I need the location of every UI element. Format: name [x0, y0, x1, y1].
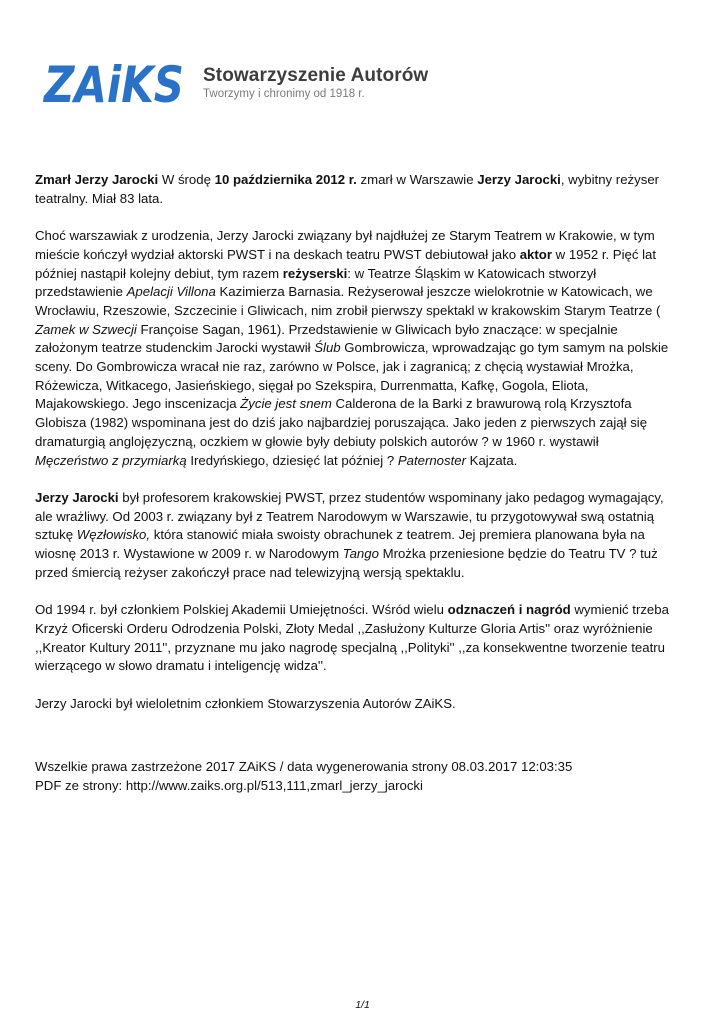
text-run: Jerzy Jarocki był wieloletnim członkiem Stowarzyszenia Autorów ZAiKS. [35, 695, 456, 711]
italic-title: Męczeństwo z przymiarką [35, 452, 187, 468]
header-logo [40, 56, 440, 112]
text-run: W środę [158, 172, 215, 187]
bold-text: Zmarł Jerzy Jarocki [35, 172, 159, 187]
page-number: 1/1 [355, 999, 370, 1011]
article-paragraph-4 [35, 601, 675, 676]
text-run: Choć warszawiak z urodzenia, Jerzy Jarocki związany był najdłużej ze Starym Teatrem w Krakowie, w tym mieście kończył wydział aktorski PWST i na deskach teatru PWST debiutował jako [35, 228, 655, 262]
org-tagline: Tworzymy i chronimy od 1918 r. [203, 88, 365, 100]
article-paragraph-1 [35, 171, 675, 208]
bold-text: aktor [519, 246, 552, 262]
zaiks-logo-text: ZAiKS [42, 56, 184, 114]
text-run: Gombrowicza, wprowadzając go tym samym na polskie sceny. Do Gombrowicza wracał nie raz, zarówno w Polsce, jak i zagranicą; z chęcią wystawiał Mrożka, Różewicza, Witkacego, Jasieńskiego, sięgał po Szekspira, Durrenmatta, Kafkę, Gogola, Eliota, Majakowskiego. Jego inscenizacja [35, 340, 669, 412]
italic-title: Zamek w Szwecji [35, 321, 137, 337]
text-run: Kazimierza Barnasia. Reżyserował jeszcze wielokrotnie w Katowicach, we Wrocławiu, Rzeszowie, Szczecinie i Gliwicach, nim zrobił pierwszy spektakl w krakowskim Starym Teatrze ( [35, 284, 661, 318]
italic-title: Życie jest snem [240, 396, 332, 412]
italic-title: Tango [342, 546, 379, 562]
text-run: : w Teatrze Śląskim w Katowicach stworzył przedstawienie [35, 265, 597, 300]
article-paragraph-2 [35, 227, 675, 470]
text-run: Kajzata. [466, 452, 518, 468]
text-run: Françoise Sagan, 1961). Przedstawienie w Gliwicach było znaczące: w specjalnie założonym teatrze studenckim Jarocki wystawił [35, 321, 618, 356]
document-footer [35, 758, 685, 795]
text-run: wymienić trzeba Krzyż Oficerski Orderu Odrodzenia Polski, Złoty Medal ,,Zasłużony Kulturze Gloria Artis'' oraz wyróżnienie ,,Kreator Kultury 2011'', przyznane mu jako nagrodę specjalną ,,Polityki'' ,,za konsekwentne tworzenie teatru wierzącego w słowo dramatu i inteligencję widza''. [35, 602, 669, 674]
text-run: Calderona de la Barki z brawurową rolą Krzysztofa Globisza (1982) wspominana jest do dziś jako najbardziej poruszająca. Jako jeden z pierwszych zajął się dramaturgią anglojęzyczną, oczkiem w głowie były debiuty polskich autorów ? w 1960 r. wystawił [35, 396, 648, 449]
copyright-notice: Wszelkie prawa zastrzeżone 2017 ZAiKS / data wygenerowania strony 08.03.2017 12:03:35 [35, 759, 573, 774]
zaiks-logo-mark [40, 56, 188, 114]
text-run: zmarł w Warszawie [356, 172, 478, 187]
bold-text: 10 października 2012 r. [214, 172, 357, 187]
text-run: w 1952 r. Pięć lat później nastąpił kolejny debiut, tym razem [35, 246, 657, 281]
text-run: która stanowić miała swoisty obrachunek z teatrem. Jej premiera planowana była na wiosnę 2013 r. Wystawione w 2009 r. w Narodowym [35, 527, 645, 562]
italic-title: Apelacji Villona [126, 284, 216, 300]
org-name: Stowarzyszenie Autorów [203, 65, 429, 86]
bold-text: reżyserski [282, 265, 348, 281]
text-run: , wybitny reżyser teatralny. Miał 83 lata. [35, 172, 660, 206]
text-run: Mrożka przeniesione będzie do Teatru TV ? tuż przed śmiercią reżyser zakończył prace nad telewizyjną wersją spektaklu. [35, 546, 658, 580]
bold-text: Jerzy Jarocki [35, 489, 119, 505]
pdf-source-line: PDF ze strony: http://www.zaiks.org.pl/513,111,zmarl_jerzy_jarocki [35, 777, 423, 793]
italic-title: Ślub [314, 340, 341, 356]
bold-text: Jerzy Jarocki [477, 172, 561, 187]
text-run: Iredyńskiego, dziesięć lat później ? [186, 452, 398, 468]
article-paragraph-5 [35, 695, 675, 714]
text-run: Od 1994 r. był członkiem Polskiej Akademii Umiejętności. Wśród wielu [35, 602, 448, 618]
italic-title: Węzłowisko, [76, 527, 151, 543]
text-run: był profesorem krakowskiej PWST, przez studentów wspominany jako pedagog wymagający, ale wrażliwy. Od 2003 r. związany był z Teatrem Narodowym w Warszawie, tu przygotowywał swą ostatnią sztukę [35, 489, 664, 543]
article-paragraph-3 [35, 489, 675, 583]
bold-text: odznaczeń i nagród [447, 602, 571, 618]
article-body [35, 171, 675, 732]
italic-title: Paternoster [397, 452, 467, 468]
